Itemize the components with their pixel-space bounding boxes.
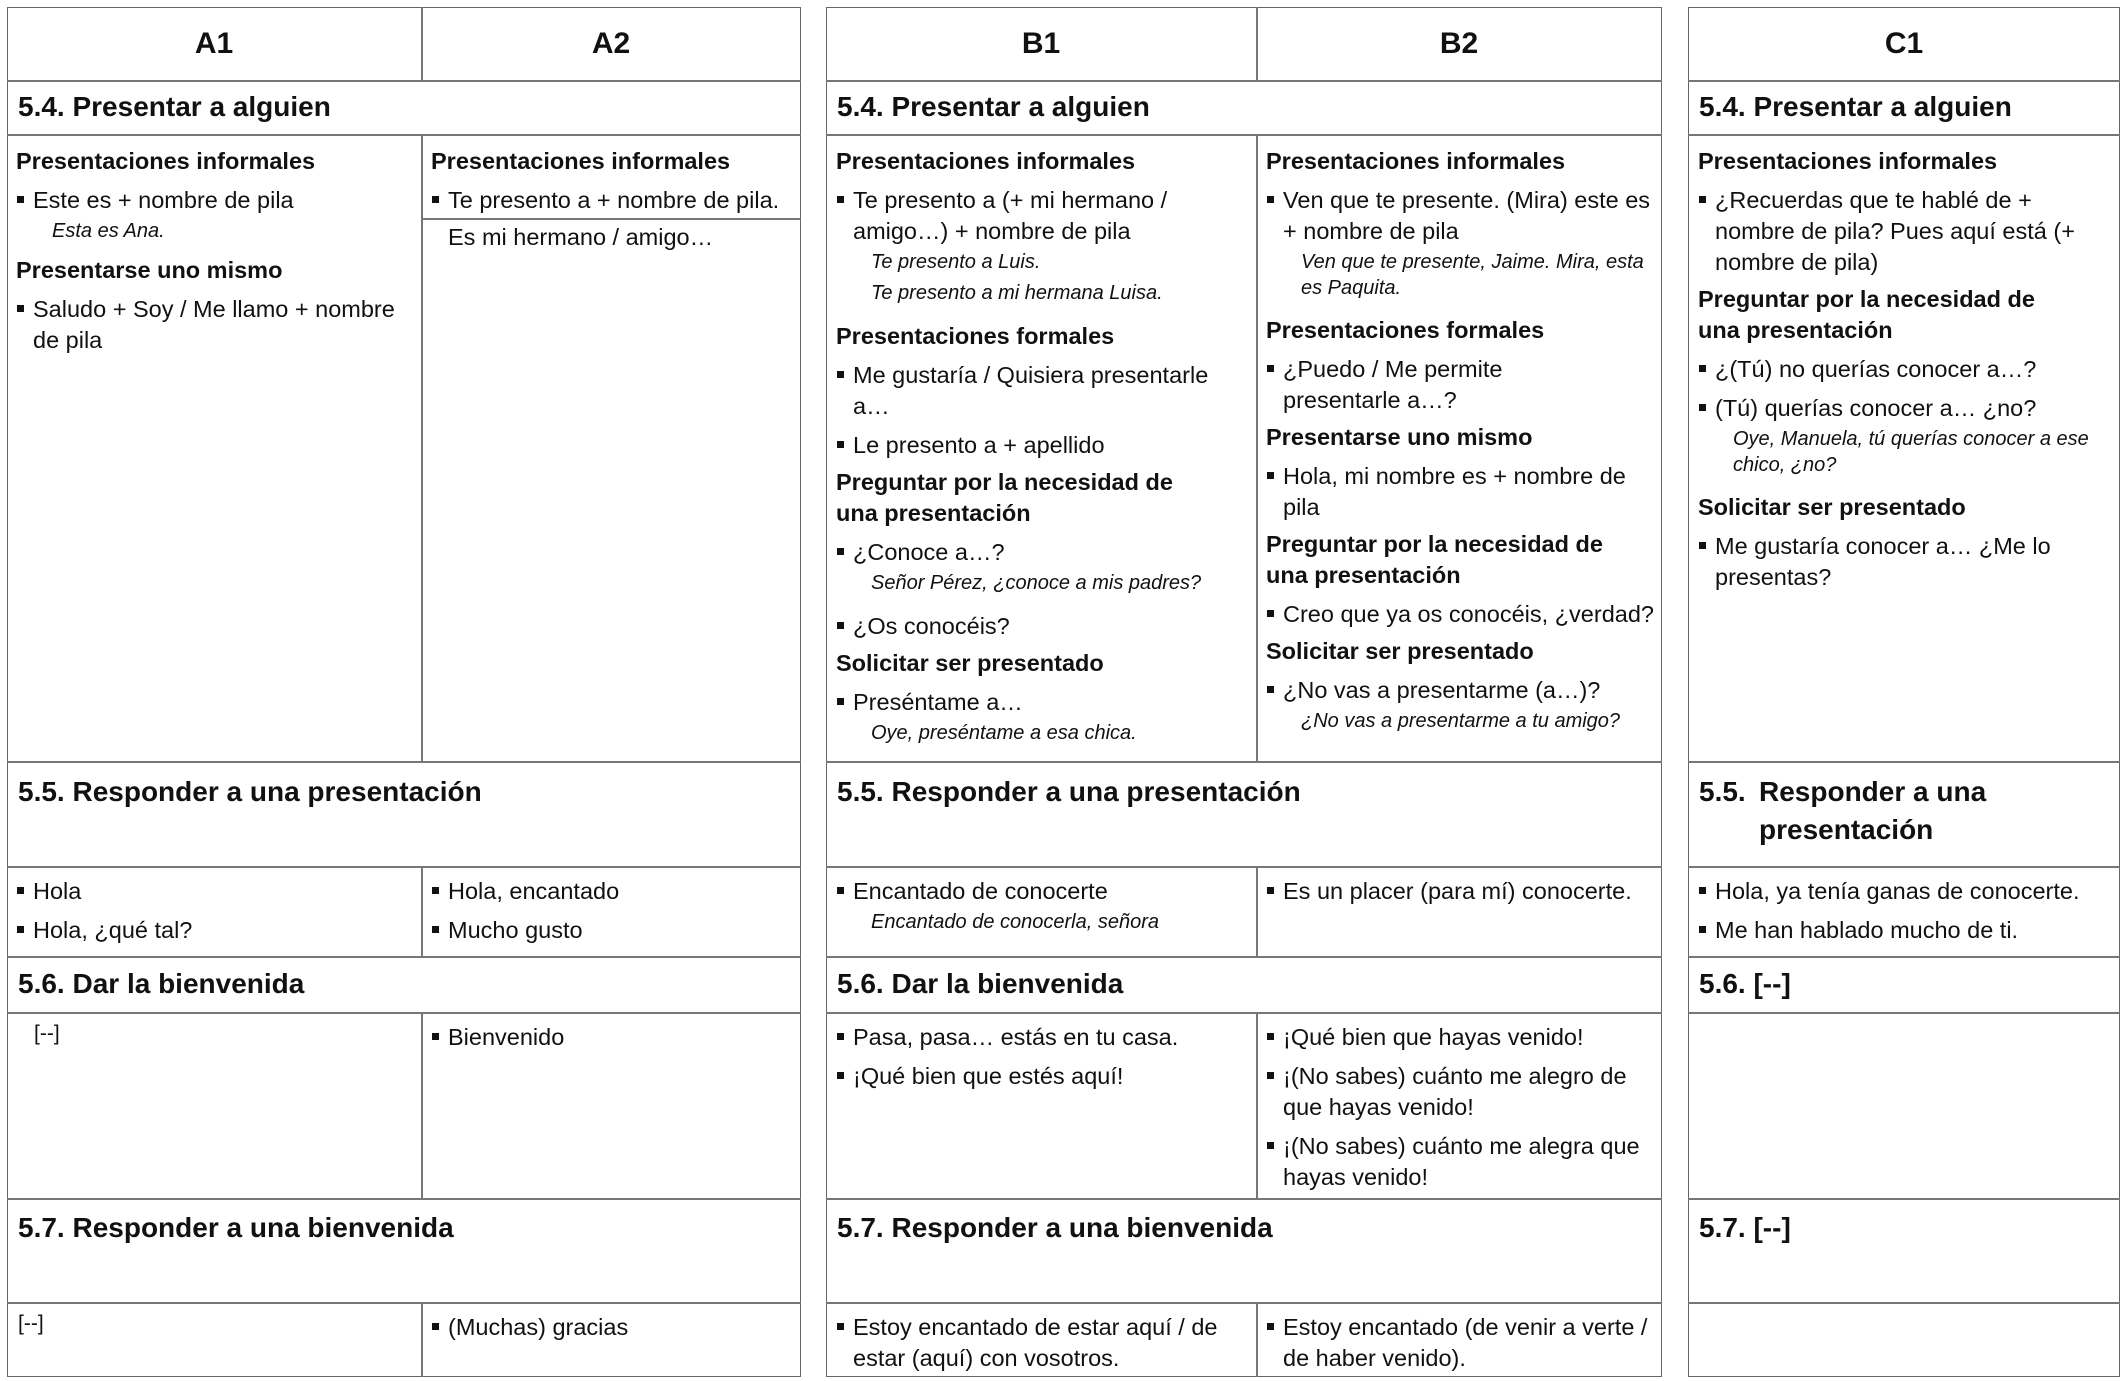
bullet-item: ¿Puedo / Me permite presentarle a…? xyxy=(1266,354,1623,416)
section-title-5-5: 5.5. Responder a una presentación xyxy=(18,776,482,807)
example-text: Oye, Manuela, tú querías conocer a ese chico, ¿no? xyxy=(1733,428,2089,476)
cell-5-4-c1 xyxy=(1698,146,2112,593)
bullet-item: Hola, mi nombre es + nombre de pila xyxy=(1266,461,1658,523)
bullet-item: ¿Recuerdas que te hablé de + nombre de pila? Pues aquí está (+ nombre de pila) xyxy=(1698,185,2115,278)
cell-5-6-b2 xyxy=(1266,1022,1658,1193)
bullet-item: ¿No vas a presentarme (a…)? xyxy=(1266,675,1658,706)
subheading: Preguntar por la necesidad de una presentación xyxy=(1698,286,2035,343)
bullet-item: ¿Conoce a…? xyxy=(836,537,1250,568)
cell-5-7-a1 xyxy=(18,1308,408,1339)
divider xyxy=(7,1198,801,1200)
subheading: Solicitar ser presentado xyxy=(1266,638,1534,664)
divider xyxy=(1256,866,1258,956)
section-title-5-4: 5.4. Presentar a alguien xyxy=(837,91,1150,122)
bullet-item: Bienvenido xyxy=(431,1022,795,1053)
section-title-5-4: 5.4. Presentar a alguien xyxy=(18,91,331,122)
bullet-item: Me han hablado mucho de ti. xyxy=(1698,915,2112,946)
cell-5-4-a2 xyxy=(431,146,795,253)
bullet-item: Ven que te presente. (Mira) este es + nombre de pila xyxy=(1266,185,1658,247)
section-title-5-5 xyxy=(1699,773,2019,849)
divider xyxy=(1688,1302,2120,1304)
divider xyxy=(7,134,801,136)
section-number: 5.5. xyxy=(1699,776,1746,807)
bullet-item: Mucho gusto xyxy=(431,915,795,946)
section-title-5-6: 5.6. Dar la bienvenida xyxy=(18,968,305,999)
subheading: Presentaciones informales xyxy=(16,148,316,174)
bullet-item: ¡(No sabes) cuánto me alegro de que hayas venido! xyxy=(1266,1061,1663,1123)
section-text: Responder a una presentación xyxy=(1759,776,1987,845)
divider xyxy=(1688,956,2120,958)
divider xyxy=(421,866,423,956)
subheading: Preguntar por la necesidad de una presentación xyxy=(836,469,1173,526)
cell-5-6-a1 xyxy=(34,1018,404,1049)
cell-5-4-a1 xyxy=(16,146,414,356)
divider xyxy=(826,866,1662,868)
divider xyxy=(7,761,801,763)
cell-5-5-a1 xyxy=(16,876,414,946)
example-text: Te presento a Luis. xyxy=(871,251,1041,273)
bullet-item: Preséntame a… xyxy=(836,687,1250,718)
bullet-item: (Muchas) gracias xyxy=(431,1312,795,1343)
bullet-item: ¿Os conocéis? xyxy=(836,611,1250,642)
section-title-5-7: 5.7. Responder a una bienvenida xyxy=(18,1212,454,1243)
section-title-5-7: 5.7. Responder a una bienvenida xyxy=(837,1212,1273,1243)
bullet-item: Hola, ya tenía ganas de conocerte. xyxy=(1698,876,2112,907)
bullet-item: Este es + nombre de pila xyxy=(16,185,414,216)
bullet-item: Me gustaría conocer a… ¿Me lo presentas? xyxy=(1698,531,2055,593)
example-text: Te presento a mi hermana Luisa. xyxy=(871,282,1163,304)
subheading: Presentaciones formales xyxy=(1266,317,1545,343)
bullet-item: Pasa, pasa… estás en tu casa. xyxy=(836,1022,1250,1053)
section-title-5-4: 5.4. Presentar a alguien xyxy=(1699,91,2012,122)
bullet-item: Hola, encantado xyxy=(431,876,795,907)
divider xyxy=(1688,1012,2120,1014)
cell-5-5-a2 xyxy=(431,876,795,946)
empty-marker: [--] xyxy=(34,1022,60,1045)
divider xyxy=(826,1012,1662,1014)
cell-5-6-b1 xyxy=(836,1022,1250,1092)
level-header-c1: C1 xyxy=(1884,27,1924,60)
divider xyxy=(421,134,423,761)
divider xyxy=(826,761,1662,763)
cell-5-5-b1 xyxy=(836,876,1250,936)
section-title-5-5: 5.5. Responder a una presentación xyxy=(837,776,1301,807)
example-text: Oye, preséntame a esa chica. xyxy=(871,722,1137,744)
divider xyxy=(1688,761,2120,763)
cell-5-5-b2 xyxy=(1266,876,1658,907)
subheading: Solicitar ser presentado xyxy=(836,650,1104,676)
subheading: Presentaciones informales xyxy=(836,148,1136,174)
example-text: Encantado de conocerla, señora xyxy=(871,911,1159,933)
empty-marker: [--] xyxy=(18,1312,44,1335)
example-text: Señor Pérez, ¿conoce a mis padres? xyxy=(871,572,1202,594)
bullet-item: Hola xyxy=(16,876,414,907)
bullet-item: ¡Qué bien que hayas venido! xyxy=(1266,1022,1658,1053)
cell-5-4-b1 xyxy=(836,146,1250,747)
divider xyxy=(1256,134,1258,761)
level-header-b2: B2 xyxy=(1439,27,1479,60)
divider xyxy=(7,956,801,958)
bullet-item: (Tú) querías conocer a… ¿no? xyxy=(1698,393,2112,424)
divider xyxy=(826,956,1662,958)
bullet-item: Es un placer (para mí) conocerte. xyxy=(1266,876,1658,907)
divider xyxy=(421,1302,423,1377)
subheading: Preguntar por la necesidad de una presentación xyxy=(1266,531,1603,588)
bullet-item: Le presento a + apellido xyxy=(836,430,1250,461)
divider xyxy=(1688,866,2120,868)
bullet-item: Saludo + Soy / Me llamo + nombre de pila xyxy=(16,294,423,356)
bullet-item: ¡(No sabes) cuánto me alegra que hayas venido! xyxy=(1266,1131,1643,1193)
continuation-text: Es mi hermano / amigo… xyxy=(448,224,714,250)
subheading: Presentarse uno mismo xyxy=(1266,424,1533,450)
bullet-item: Hola, ¿qué tal? xyxy=(16,915,414,946)
example-text: Ven que te presente, Jaime. Mira, esta es Paquita. xyxy=(1301,251,1644,299)
divider xyxy=(1256,1302,1258,1377)
divider xyxy=(826,1198,1662,1200)
example-text: ¿No vas a presentarme a tu amigo? xyxy=(1301,710,1621,732)
bullet-item: Te presento a (+ mi hermano / amigo…) + nombre de pila xyxy=(836,185,1249,247)
cell-5-7-b1 xyxy=(836,1312,1250,1374)
bullet-item: ¡Qué bien que estés aquí! xyxy=(836,1061,1250,1092)
cell-5-6-a2 xyxy=(431,1022,795,1053)
divider xyxy=(1688,134,2120,136)
level-header-b1: B1 xyxy=(1021,27,1061,60)
subheading: Solicitar ser presentado xyxy=(1698,494,1966,520)
cell-5-7-b2 xyxy=(1266,1312,1658,1374)
section-title-5-6: 5.6. Dar la bienvenida xyxy=(837,968,1124,999)
divider xyxy=(7,866,801,868)
bullet-item: Encantado de conocerte xyxy=(836,876,1250,907)
bullet-item: ¿(Tú) no querías conocer a…? xyxy=(1698,354,2112,385)
bullet-item: Me gustaría / Quisiera presentarle a… xyxy=(836,360,1250,422)
level-header-a1: A1 xyxy=(194,27,234,60)
level-header-a2: A2 xyxy=(591,27,631,60)
subheading: Presentaciones informales xyxy=(1266,148,1566,174)
cell-5-4-b2 xyxy=(1266,146,1658,735)
bullet-item: Estoy encantado de estar aquí / de estar (aquí) con vosotros. xyxy=(836,1312,1223,1374)
divider xyxy=(826,1302,1662,1304)
subheading: Presentaciones formales xyxy=(836,323,1115,349)
cell-5-7-a2 xyxy=(431,1312,795,1343)
divider xyxy=(1688,1198,2120,1200)
divider xyxy=(7,1302,801,1304)
divider xyxy=(7,1012,801,1014)
bullet-item: Te presento a + nombre de pila. xyxy=(431,185,795,216)
section-title-5-6: 5.6. [--] xyxy=(1699,968,1791,999)
subheading: Presentaciones informales xyxy=(431,148,731,174)
divider xyxy=(421,1012,423,1198)
divider xyxy=(826,134,1662,136)
subheading: Presentaciones informales xyxy=(1698,148,1998,174)
cell-5-5-c1 xyxy=(1698,876,2112,946)
bullet-item: Creo que ya os conocéis, ¿verdad? xyxy=(1266,599,1658,630)
example-text: Esta es Ana. xyxy=(52,220,165,242)
section-title-5-7: 5.7. [--] xyxy=(1699,1212,1791,1243)
divider xyxy=(1256,1012,1258,1198)
bullet-item: Estoy encantado (de venir a verte / de haber venido). xyxy=(1266,1312,1653,1374)
subheading: Presentarse uno mismo xyxy=(16,257,283,283)
